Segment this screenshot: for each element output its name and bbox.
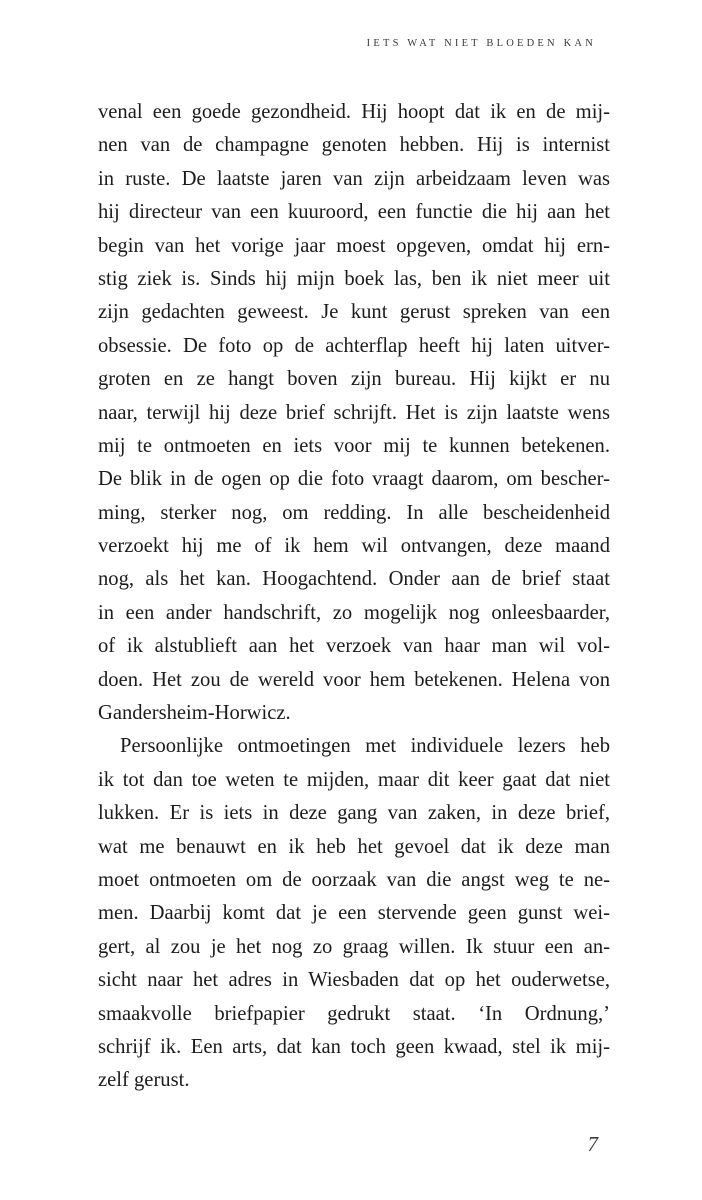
text-line: gert, al zou je het nog zo graag willen. Ik stuur een an- bbox=[98, 935, 610, 958]
text-line: groten en ze hangt boven zijn bureau. Hij kijkt er nu bbox=[98, 368, 610, 391]
text-line: sicht naar het adres in Wiesbaden dat op het ouderwetse, bbox=[98, 969, 610, 992]
text-line: obsessie. De foto op de achterflap heeft hij laten uitver- bbox=[98, 334, 610, 357]
paragraph-2 bbox=[98, 730, 610, 1097]
text-line: lukken. Er is iets in deze gang van zaken, in deze brief, bbox=[98, 802, 610, 825]
text-line: ik tot dan toe weten te mijden, maar dit keer gaat dat niet bbox=[98, 768, 610, 791]
text-line: Persoonlijke ontmoetingen met individuele lezers heb bbox=[120, 735, 610, 758]
text-line: moet ontmoeten om de oorzaak van die angst weg te ne- bbox=[98, 868, 610, 891]
text-line: naar, terwijl hij deze brief schrijft. Het is zijn laatste wens bbox=[98, 401, 610, 424]
text-line: verzoekt hij me of ik hem wil ontvangen, deze maand bbox=[98, 535, 610, 558]
text-line: nen van de champagne genoten hebben. Hij is internist bbox=[98, 134, 610, 157]
text-line: hij directeur van een kuuroord, een functie die hij aan het bbox=[98, 201, 610, 224]
text-line: men. Daarbij komt dat je een stervende geen gunst wei- bbox=[98, 902, 610, 925]
text-line: mij te ontmoeten en iets voor mij te kunnen betekenen. bbox=[98, 434, 610, 457]
text-line: stig ziek is. Sinds hij mijn boek las, ben ik niet meer uit bbox=[98, 267, 610, 290]
body-text bbox=[98, 96, 610, 1098]
text-line: ming, sterker nog, om redding. In alle bescheidenheid bbox=[98, 501, 610, 524]
text-line: wat me benauwt en ik heb het gevoel dat ik deze man bbox=[98, 835, 610, 858]
text-line: doen. Het zou de wereld voor hem betekenen. Helena von bbox=[98, 668, 610, 691]
text-line: in ruste. De laatste jaren van zijn arbeidzaam leven was bbox=[98, 167, 610, 190]
paragraph-1 bbox=[98, 96, 610, 730]
text-line: De blik in de ogen op die foto vraagt daarom, om bescher- bbox=[98, 468, 610, 491]
text-line: zelf gerust. bbox=[98, 1069, 190, 1092]
text-line: nog, als het kan. Hoogachtend. Onder aan de brief staat bbox=[98, 568, 610, 591]
text-line: venal een goede gezondheid. Hij hoopt dat ik en de mij- bbox=[98, 101, 610, 123]
text-line: smaakvolle briefpapier gedrukt staat. ‘In Ordnung,’ bbox=[98, 1002, 610, 1025]
text-line: of ik alstublieft aan het verzoek van haar man wil vol- bbox=[98, 635, 610, 658]
text-line: schrijf ik. Een arts, dat kan toch geen kwaad, stel ik mij- bbox=[98, 1035, 610, 1058]
text-line: zijn gedachten geweest. Je kunt gerust spreken van een bbox=[98, 301, 610, 324]
running-head: IETS WAT NIET BLOEDEN KAN bbox=[366, 38, 596, 49]
page-number: 7 bbox=[587, 1132, 598, 1156]
text-line: in een ander handschrift, zo mogelijk nog onleesbaarder, bbox=[98, 601, 610, 624]
text-line: Gandersheim-Horwicz. bbox=[98, 702, 291, 725]
text-line: begin van het vorige jaar moest opgeven, omdat hij ern- bbox=[98, 234, 610, 257]
